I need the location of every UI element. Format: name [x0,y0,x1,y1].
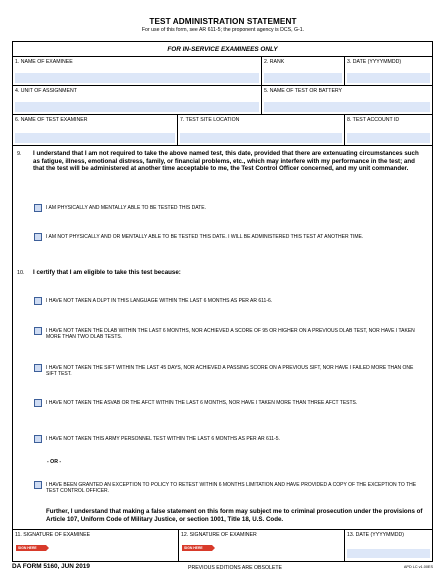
row-examiner [13,115,432,146]
site-label: 7. TEST SITE LOCATION [180,117,240,123]
cell-account [345,115,432,145]
cell-name [13,57,262,85]
form-body [12,41,433,562]
or-separator: - OR - [47,459,62,465]
examiner-sign-here-tag[interactable]: SIGN HERE [182,545,212,551]
item10-option1-checkbox[interactable] [34,297,42,305]
date-label: 3. DATE (YYYYMMDD) [347,59,402,65]
item9-statement: I understand that I am not required to take the above named test, this date, provided that there are extenuating circumstances such as fatigue, illness, emotional distress, family, or financial problems, etc., which may interfere with my performance in the test; and that the test will be administered at another time acceptable to me, the Test Control Officer concerned, and my unit commander. [33,150,419,173]
cell-examiner [13,115,178,145]
test-name-label: 5. NAME OF TEST OR BATTERY [264,88,343,94]
item10-option2-checkbox[interactable] [34,327,42,335]
item10-option3-label: I HAVE NOT TAKEN THE SIFT WITHIN THE LAST 45 DAYS, NOR ACHIEVED A PASSING SCORE ON A PREVIOUS SIFT, NOR HAVE I FAILED MORE THAN ONE SIFT TEST. [46,365,414,378]
statements-area [13,146,432,530]
signature-date-label: 13. DATE (YYYYMMDD) [347,532,404,538]
signature-date-field[interactable] [347,549,430,558]
row-unit [13,86,432,115]
account-label: 8. TEST ACCOUNT ID [347,117,400,123]
cell-site [178,115,345,145]
item10-option6-checkbox[interactable] [34,481,42,489]
item10-number: 10. [17,270,25,276]
cell-date [345,57,432,85]
site-field[interactable] [180,133,342,143]
cell-test-name [262,86,432,114]
rank-label: 2. RANK [264,59,285,65]
form-title: TEST ADMINISTRATION STATEMENT [149,17,297,26]
examinee-sign-here-tag[interactable]: SIGN HERE [16,545,46,551]
signature-row [13,530,432,561]
section-title: FOR IN-SERVICE EXAMINEES ONLY [13,42,432,57]
item10-option1-label: I HAVE NOT TAKEN A DLPT IN THIS LANGUAGE WITHIN THE LAST 6 MONTHS AS PER AR 611-6. [46,298,273,304]
cell-signature-date [345,530,432,561]
date-field[interactable] [347,73,430,83]
false-statement-warning: Further, I understand that making a false statement on this form may subject me to criminal prosecution under the provisions of Article 107, Uniform Code of Military Justice, or section 1001, Title 18, U.S. Code. [46,508,423,523]
item10-option5-checkbox[interactable] [34,435,42,443]
form-subtitle: For use of this form, see AR 611-5; the proponent agency is DCS, G-1. [141,27,305,33]
account-field[interactable] [347,133,430,143]
name-label: 1. NAME OF EXAMINEE [15,59,73,65]
form-number: DA FORM 5160, JUN 2019 [12,563,90,570]
cell-unit [13,86,262,114]
cell-examinee-signature [13,530,179,561]
cell-rank [262,57,345,85]
row-identity [13,57,432,86]
examinee-signature-label: 11. SIGNATURE OF EXAMINEE [15,532,91,538]
examiner-label: 6. NAME OF TEST EXAMINER [15,117,88,123]
item10-option5-label: I HAVE NOT TAKEN THIS ARMY PERSONNEL TEST WITHIN THE LAST 6 MONTHS AS PER AR 611-5. [46,436,280,442]
item10-option2-label: I HAVE NOT TAKEN THE DLAB WITHIN THE LAST 6 MONTHS, NOR ACHIEVED A SCORE OF 95 OR HIGHER ON A PREVIOUS DLAB TEST, NOR HAVE I TAKEN MORE THAN TWO DLAB TESTS. [46,328,415,341]
item10-option4-label: I HAVE NOT TAKEN THE ASVAB OR THE AFCT WITHIN THE LAST 6 MONTHS, NOR HAVE I TAKEN MORE THAN THREE AFCT TESTS. [46,400,358,406]
item10-option4-checkbox[interactable] [34,399,42,407]
unit-label: 4. UNIT OF ASSIGNMENT [15,88,77,94]
test-name-field[interactable] [264,102,430,112]
version-label: APD LC v1.00ES [403,565,433,569]
item9-option1-checkbox[interactable] [34,204,42,212]
unit-field[interactable] [15,102,259,112]
rank-field[interactable] [264,73,342,83]
editions-note: PREVIOUS EDITIONS ARE OBSOLETE [188,565,282,571]
item9-option1-label: I AM PHYSICALLY AND MENTALLY ABLE TO BE TESTED THIS DATE. [46,205,206,211]
item9-option2-label: I AM NOT PHYSICALLY AND OR MENTALLY ABLE TO BE TESTED THIS DATE. I WILL BE ADMINISTERED THIS TEST AT ANOTHER TIME. [46,234,364,240]
name-field[interactable] [15,73,259,83]
cell-examiner-signature [179,530,345,561]
item9-number: 9. [17,151,22,157]
item10-option6-label: I HAVE BEEN GRANTED AN EXCEPTION TO POLICY TO RETEST WITHIN 6 MONTHS LIMITATION AND HAVE PROVIDED A COPY OF THE EXCEPTION TO THE TEST CONTROL OFFICER. [46,482,417,495]
item9-option2-checkbox[interactable] [34,233,42,241]
examiner-field[interactable] [15,133,175,143]
item10-statement: I certify that I am eligible to take this test because: [33,269,181,276]
examiner-signature-label: 12. SIGNATURE OF EXAMINER [181,532,257,538]
item10-option3-checkbox[interactable] [34,364,42,372]
